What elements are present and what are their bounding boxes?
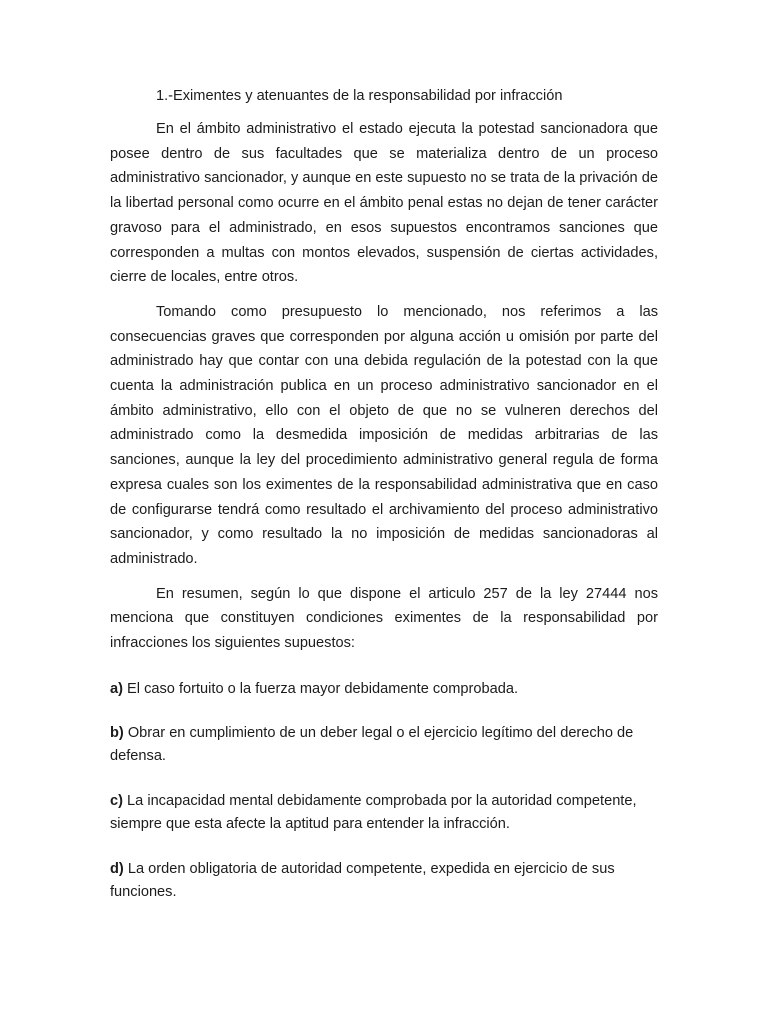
list-text-a: El caso fortuito o la fuerza mayor debidamente comprobada.: [122, 680, 519, 697]
list-marker-a: a): [110, 680, 123, 697]
paragraph-1: En el ámbito administrativo el estado ejecuta la potestad sancionadora que posee dentro de sus facultades que se materializa dentro de un proceso administrativo sancionador, y aunque en este supuesto no se trata de la privación de la libertad personal como ocurre en el ámbito penal estas no dejan de tener carácter gravoso para el administrado, en esos supuestos encontramos sanciones que corresponden a multas con montos elevados, suspensión de ciertas actividades, cierre de locales, entre otros.: [110, 121, 658, 286]
list-text-b: Obrar en cumplimiento de un deber legal o el ejercicio legítimo del derecho de defensa.: [110, 724, 634, 764]
paragraph-3: En resumen, según lo que dispone el articulo 257 de la ley 27444 nos menciona que constituyen condiciones eximentes de la responsabilidad por infracciones los siguientes supuestos:: [110, 585, 658, 652]
list-marker-c: c): [110, 792, 123, 809]
list-item-a: [110, 678, 658, 701]
list-item-c: [110, 790, 658, 836]
document-title: 1.-Eximentes y atenuantes de la responsabilidad por infracción: [156, 88, 563, 104]
list-marker-d: d): [110, 860, 124, 877]
paragraph-2: Tomando como presupuesto lo mencionado, nos referimos a las consecuencias graves que corresponden por alguna acción u omisión por parte del administrado hay que contar con una debida regulación de la potestad con la que cuenta la administración publica en un proceso administrativo sancionador en el ámbito administrativo, ello con el objeto de que no se vulneren derechos del administrado como la desmedida imposición de medidas arbitrarias de las sanciones, aunque la ley del procedimiento administrativo general regula de forma expresa cuales son los eximentes de la responsabilidad administrativa que en caso de configurarse tendrá como resultado el archivamiento del proceso administrativo sancionador, y como resultado la no imposición de medidas sancionadoras al administrado.: [110, 303, 658, 567]
list-marker-b: b): [110, 724, 124, 741]
list-text-c: La incapacidad mental debidamente comprobada por la autoridad competente, siempre que esta afecte la aptitud para entender la infracción.: [110, 792, 637, 832]
document-page: [110, 84, 658, 904]
list-item-b: [110, 722, 658, 768]
list-text-d: La orden obligatoria de autoridad competente, expedida en ejercicio de sus funciones.: [110, 860, 615, 900]
list-item-d: [110, 858, 658, 904]
